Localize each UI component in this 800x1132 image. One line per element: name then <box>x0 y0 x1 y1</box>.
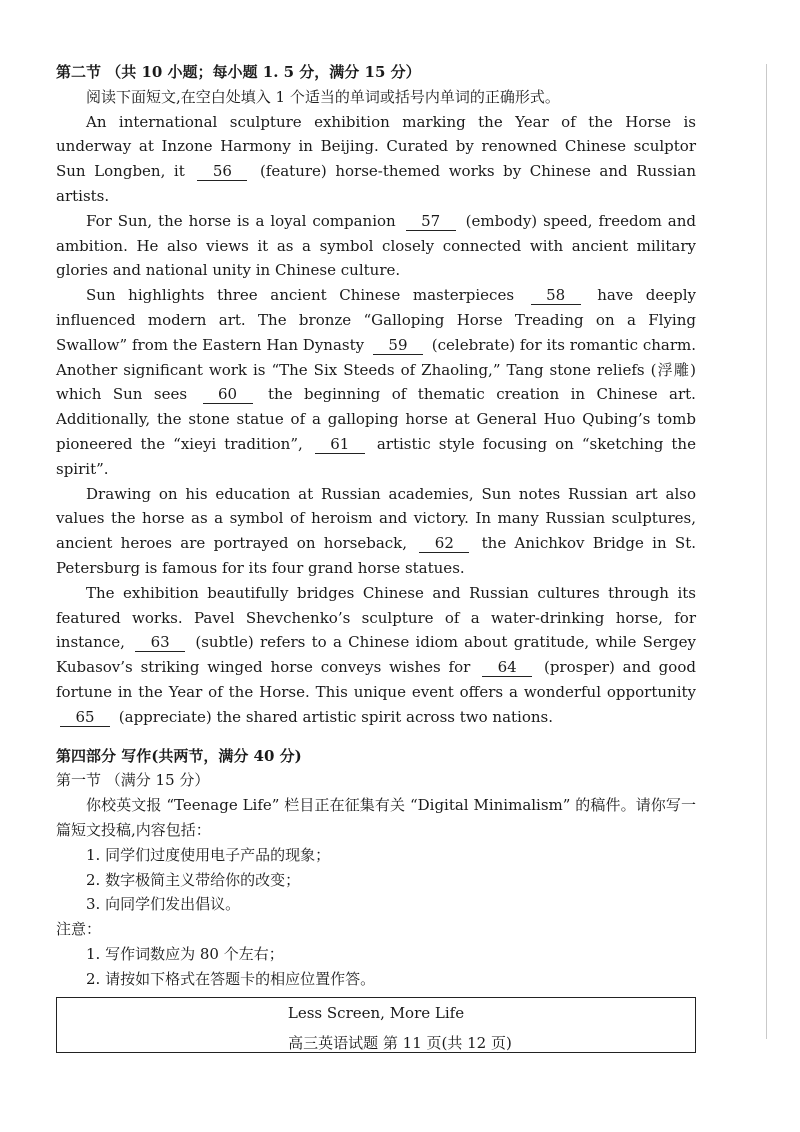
p4-text-1: Drawing on his education at Russian academies, Sun notes Russian art also values the horse as a symbol of heroism and victory. In many Russian sculptures, ancient heroes are portrayed on horseback, <box>56 484 696 553</box>
page-edge-line <box>766 64 767 1039</box>
blank-64: 64 <box>482 658 532 677</box>
note-label: 注意： <box>56 920 102 939</box>
blank-58: 58 <box>531 286 581 305</box>
answer-box-title: Less Screen, More Life <box>287 1004 465 1023</box>
p4-text-2: the Anichkov Bridge in St. Petersburg is famous for its four grand horse statues. <box>56 534 696 577</box>
part4-subheader: 第一节 （满分 15 分） <box>56 771 210 790</box>
blank-65: 65 <box>60 708 110 727</box>
prompt-item-1: 1. 同学们过度使用电子产品的现象； <box>86 845 331 864</box>
p5-text-4: (appreciate) the shared artistic spirit across two nations. <box>118 707 553 726</box>
passage-paragraph-1 <box>56 110 696 209</box>
p3-text-5: artistic style focusing on “sketching the spirit”. <box>56 434 696 478</box>
note-item-2: 2. 请按如下格式在答题卡的相应位置作答。 <box>86 969 376 988</box>
passage-paragraph-5 <box>56 581 696 730</box>
p5-text-1: The exhibition beautifully bridges Chinese and Russian cultures through its featured works. Pavel Shevchenko’s sculpture of a water-drinking horse, for instance, <box>56 583 696 652</box>
p3-text-1: Sun highlights three ancient Chinese masterpieces <box>86 286 515 305</box>
passage-paragraph-3 <box>56 283 696 481</box>
passage-paragraph-2 <box>56 209 696 283</box>
blank-63: 63 <box>135 633 185 652</box>
p1-text-2: (feature) horse-themed works by Chinese and Russian artists. <box>56 162 696 205</box>
p3-text-3: (celebrate) for its romantic charm. Another significant work is “The Six Steeds of Zhaoling,” Tang stone reliefs (浮雕) which Sun sees <box>56 335 697 404</box>
passage-paragraph-4 <box>56 482 696 581</box>
section2-header: 第二节 （共 10 小题；每小题 1. 5 分，满分 15 分） <box>56 63 421 81</box>
p3-text-2: have deeply influenced modern art. The bronze “Galloping Horse Treading on a Flying Swallow” from the Eastern Han Dynasty <box>56 286 697 354</box>
p5-text-3: (prosper) and good fortune in the Year of the Horse. This unique event offers a wonderful opportunity <box>56 658 696 701</box>
blank-60: 60 <box>203 385 253 404</box>
section2-instruction: 阅读下面短文,在空白处填入 1 个适当的单词或括号内单词的正确形式。 <box>86 87 560 106</box>
exam-page <box>56 60 696 1053</box>
blank-56: 56 <box>197 162 247 181</box>
writing-prompt: 你校英文报 “Teenage Life” 栏目正在征集有关 “Digital Minimalism” 的稿件。请你写一篇短文投稿,内容包括： <box>56 796 696 839</box>
prompt-item-2: 2. 数字极简主义带给你的改变； <box>86 870 301 889</box>
blank-57: 57 <box>406 212 456 231</box>
blank-61: 61 <box>315 435 365 454</box>
p5-text-2: (subtle) refers to a Chinese idiom about gratitude, while Sergey Kubasov’s striking winged horse conveys wishes for <box>56 633 696 677</box>
p3-text-4: the beginning of thematic creation in Chinese art. Additionally, the stone statue of a galloping horse at General Huo Qubing’s tomb pioneered the “xieyi tradition”, <box>56 385 696 453</box>
p1-text-1: An international sculpture exhibition marking the Year of the Horse is underway at Inzone Harmony in Beijing. Curated by renowned Chinese sculptor Sun Longben, it <box>56 112 696 181</box>
note-item-1: 1. 写作词数应为 80 个左右； <box>86 944 284 963</box>
part4-header: 第四部分 写作(共两节，满分 40 分) <box>56 746 302 765</box>
blank-62: 62 <box>419 534 469 553</box>
blank-59: 59 <box>373 336 423 355</box>
section-gap <box>56 730 696 744</box>
prompt-item-3: 3. 向同学们发出倡议。 <box>86 895 241 914</box>
page-footer: 高三英语试题 第 11 页(共 12 页) <box>288 1034 512 1052</box>
p2-text-1: For Sun, the horse is a loyal companion <box>86 211 396 230</box>
p2-text-2: (embody) speed, freedom and ambition. He also views it as a symbol closely connected with ancient military glories and national unity in Chinese culture. <box>56 211 696 280</box>
